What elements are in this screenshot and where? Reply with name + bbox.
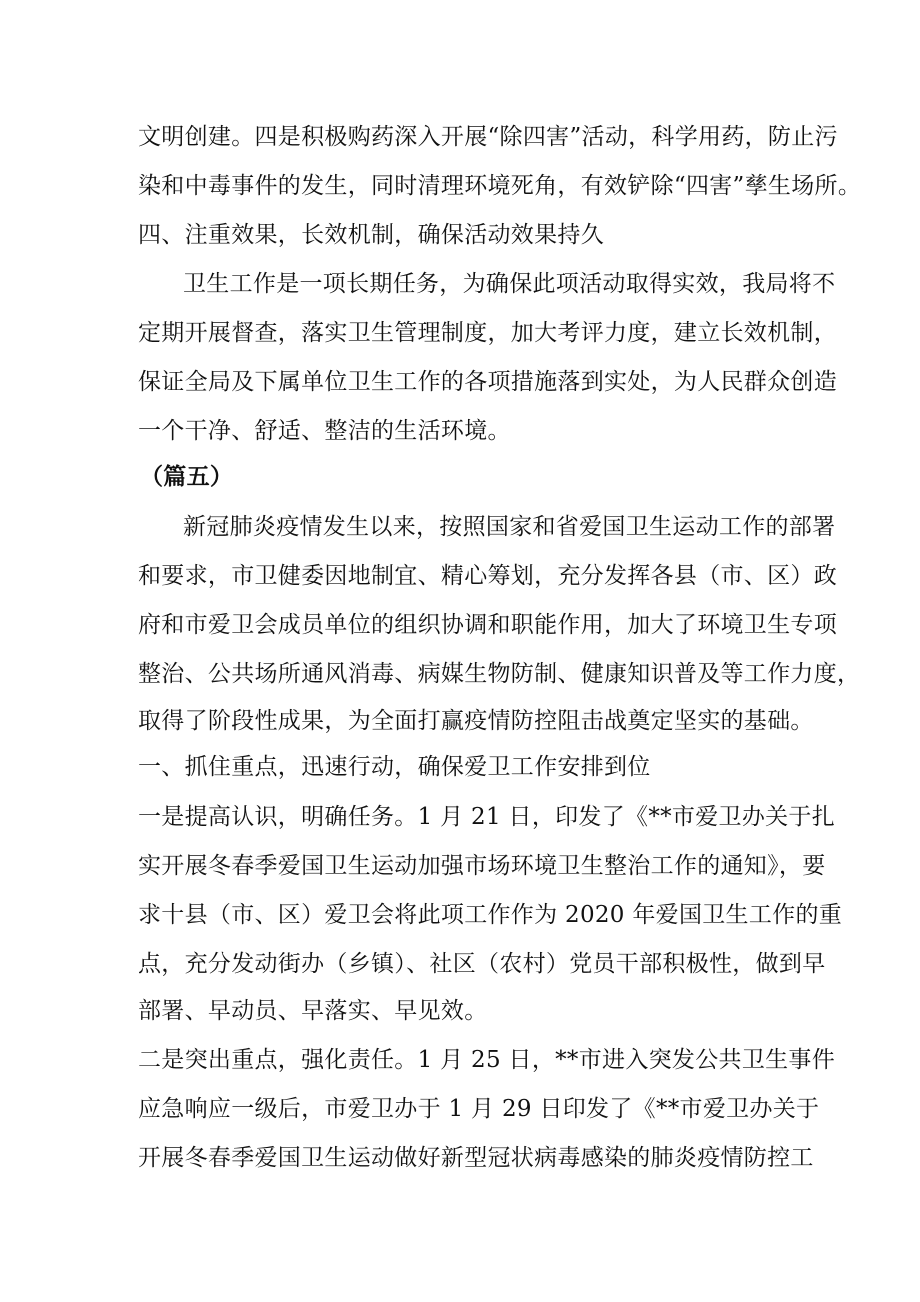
paragraph-line: 应急响应一级后，市爱卫办于 1 月 29 日印发了《**市爱卫办关于 [138, 1096, 820, 1122]
section-heading: 四、注重效果，长效机制，确保活动效果持久 [138, 222, 604, 248]
paragraph-line: 整治、公共场所通风消毒、病媒生物防制、健康知识普及等工作力度， [138, 661, 861, 687]
paragraph-line: 部署、早动员、早落实、早见效。 [138, 998, 488, 1024]
paragraph-line: 保证全局及下属单位卫生工作的各项措施落到实处，为人民群众创造 [138, 369, 837, 395]
paragraph-line: 卫生工作是一项长期任务，为确保此项活动取得实效，我局将不 [183, 271, 836, 297]
paragraph-line: 文明创建。四是积极购药深入开展“除四害”活动，科学用药，防止污 [138, 124, 838, 150]
paragraph-line: 点，充分发动街办（乡镇）、社区（农村）党员干部积极性，做到早 [138, 951, 826, 977]
section-heading: 一、抓住重点，迅速行动，确保爱卫工作安排到位 [138, 754, 651, 780]
paragraph-line: 府和市爱卫会成员单位的组织协调和职能作用，加大了环境卫生专项 [138, 612, 837, 638]
paragraph-line: 一个干净、舒适、整洁的生活环境。 [138, 418, 511, 444]
paragraph-line: 一是提高认识，明确任务。1 月 21 日，印发了《**市爱卫办关于扎 [138, 804, 836, 830]
paragraph-line: 求十县（市、区）爱卫会将此项工作作为 2020 年爱国卫生工作的重 [138, 902, 843, 928]
paragraph-line: 染和中毒事件的发生，同时清理环境死角，有效铲除“四害”孳生场所。 [138, 173, 862, 199]
paragraph-line: 新冠肺炎疫情发生以来，按照国家和省爱国卫生运动工作的部署 [183, 514, 836, 540]
paragraph-line: 实开展冬春季爱国卫生运动加强市场环境卫生整治工作的通知》，要 [138, 853, 826, 879]
chapter-label: （篇五） [140, 463, 234, 490]
paragraph-line: 取得了阶段性成果，为全面打赢疫情防控阻击战奠定坚实的基础。 [138, 708, 814, 734]
paragraph-line: 定期开展督查，落实卫生管理制度，加大考评力度，建立长效机制， [138, 320, 837, 346]
paragraph-line: 二是突出重点，强化责任。1 月 25 日，**市进入突发公共卫生事件 [138, 1047, 836, 1073]
paragraph-line: 和要求，市卫健委因地制宜、精心筹划，充分发挥各县（市、区）政 [138, 563, 837, 589]
paragraph-line: 开展冬春季爱国卫生运动做好新型冠状病毒感染的肺炎疫情防控工 [138, 1145, 814, 1171]
